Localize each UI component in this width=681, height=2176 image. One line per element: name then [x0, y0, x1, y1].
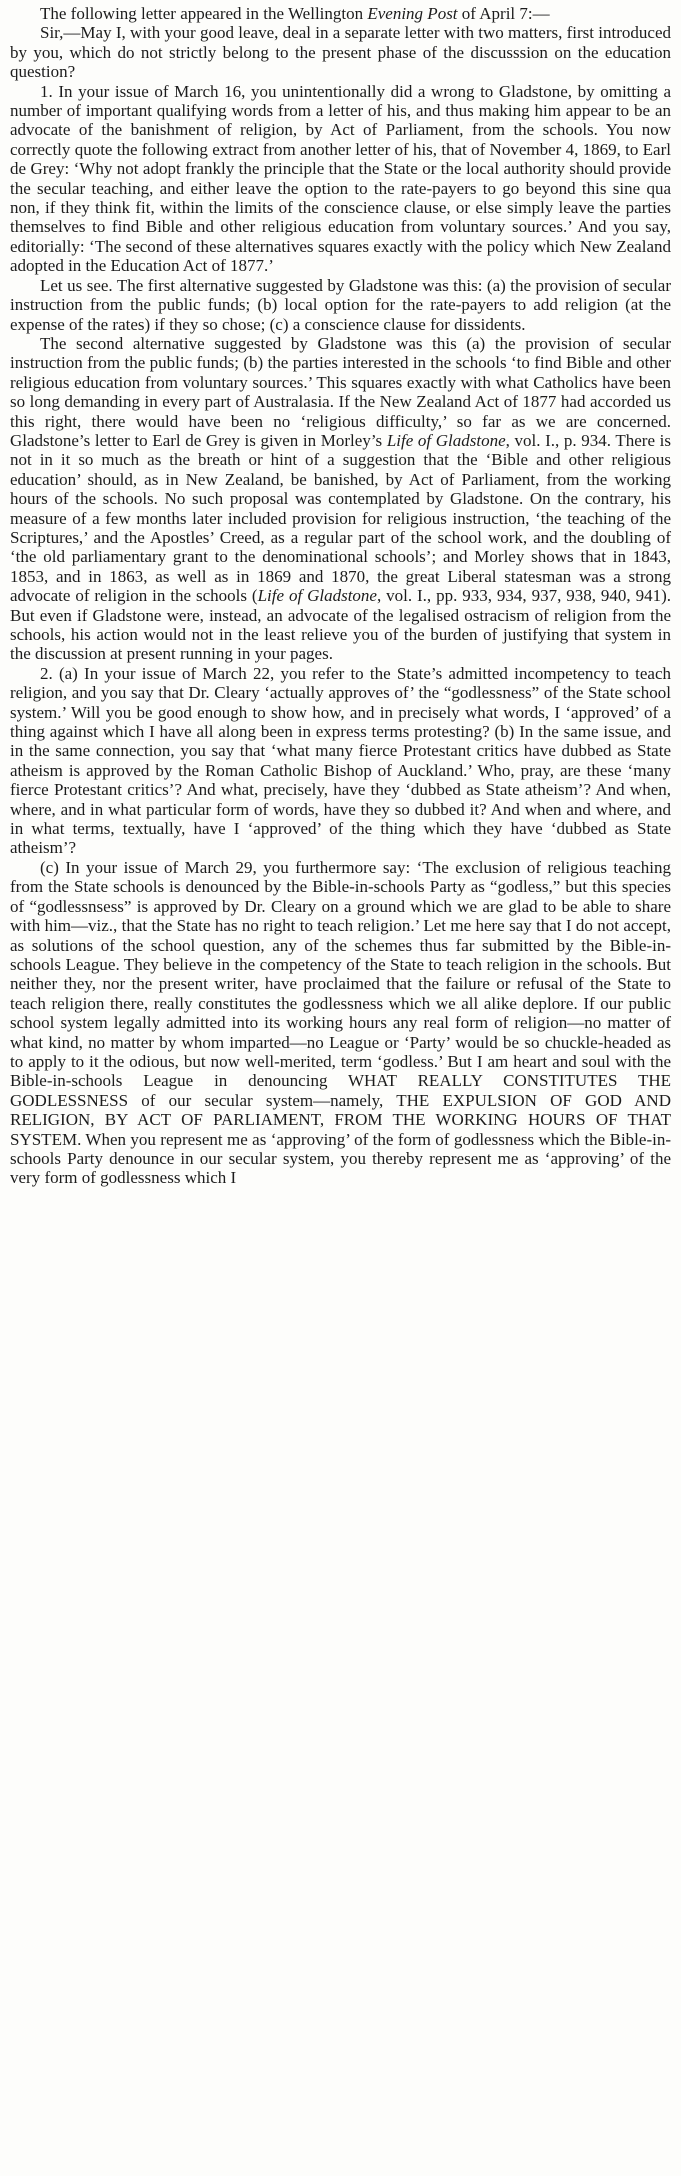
book-title: Life of Gladstone	[386, 430, 506, 450]
paragraph-text: , vol. I., p. 934. There is not in it so much as the breath or hint of a suggestion that the ‘Bible and other religious education’ should, as in New Zealand, be banished, by Act of Parliament, from the working hours of the schools. No such proposal was contemplated by Gladstone. On the contrary, his measure of a few months later included provision for religious instruction, ‘the teaching of the Scriptures,’ and the Apostles’ Creed, as a regular part of the school work, and the doubling of ‘the old parliamentary grant to the denominational schools’; and Morley shows that in 1843, 1853, and in 1863, as well as in 1869 and 1870, the great Liberal statesman was a strong advocate of religion in the schools (	[10, 430, 671, 606]
intro-text-after: of April 7:—	[457, 4, 550, 23]
newspaper-name: Evening Post	[367, 4, 458, 23]
paragraph-second-alternative	[10, 334, 671, 664]
paragraph-point-2c: (c) In your issue of March 29, you furthermore say: ‘The exclusion of religious teaching from the State schools is denounced by the Bible-in-schools Party as “godless,” but this species of “godlessnsess” is approved by Dr. Cleary on a ground which we are glad to be able to share with him—viz., that the State has no right to teach religion.’ Let me here say that I do not accept, as solutions of the school question, any of the schemes thus far submitted by the Bible-in-schools League. They believe in the competency of the State to teach religion in the schools. But neither they, nor the present writer, have proclaimed that the failure or refusal of the State to teach religion there, really constitutes the godlessness which we all alike deplore. If our public school system legally admitted into its working hours any real form of religion—no matter of what kind, no matter by whom imparted—no League or ‘Party’ would be so chuckle-headed as to apply to it the odious, but now well-merited, term ‘godless.’ But I am heart and soul with the Bible-in-schools League in denouncing WHAT REALLY CONSTITUTES THE GODLESSNESS of our secular system—namely, THE EXPULSION OF GOD AND RELIGION, BY ACT OF PARLIAMENT, FROM THE WORKING HOURS OF THAT SYSTEM. When you represent me as ‘approving’ of the form of godlessness which the Bible-in-schools Party denounce in our secular system, you thereby represent me as ‘approving’ of the very form of godlessness which I	[10, 857, 671, 1188]
paragraph-text: , vol. I., pp. 933, 934, 937, 938, 940, 941). But even if Gladstone were, instead, an advocate of the legalised ostracism of religion from the schools, his action would not in the least relieve you of the burden of justifying that system in the discussion at present running in your pages.	[10, 586, 671, 664]
book-title: Life of Gladstone	[257, 586, 377, 606]
paragraph-point-2: 2. (a) In your issue of March 22, you refer to the State’s admitted incompetency to teach religion, and you say that Dr. Cleary ‘actually approves of’ the “godlessness” of the State school system.’ Will you be good enough to show how, and in precisely what words, I ‘approved’ of a thing against which I have all along been in express terms protesting? (b) In the same issue, and in the same connection, you say that ‘what many fierce Protestant critics have dubbed as State atheism is approved by the Roman Catholic Bishop of Auckland.’ Who, pray, are these ‘many fierce Protestant critics’? And what, precisely, have they ‘dubbed as State atheism’? And when, where, and in what particular form of words, have they so dubbed it? And when and where, and in what terms, textually, have I ‘approved’ of the thing which they have ‘dubbed as State atheism’?	[10, 663, 671, 858]
intro-line	[10, 4, 671, 23]
intro-text-before: The following letter appeared in the Wellington	[40, 4, 368, 23]
paragraph-first-alternative: Let us see. The first alternative suggested by Gladstone was this: (a) the provision of secular instruction from the public funds; (b) local option for the rate-payers to add religion (at the expense of the rates) if they so chose; (c) a conscience clause for dissidents.	[10, 275, 671, 334]
paragraph-text: The second alternative suggested by Gladstone was this (a) the provision of secular instruction from the public funds; (b) the parties interested in the schools ‘to find Bible and other religious education from voluntary sources.’ This squares exactly with what Catholics have been so long demanding in every part of Australasia. If the New Zealand Act of 1877 had accorded us this right, there would have been no ‘religious difficulty,’ so far as we are concerned. Gladstone’s letter to Earl de Grey is given in Morley’s	[10, 333, 671, 450]
paragraph-point-1: 1. In your issue of March 16, you unintentionally did a wrong to Gladstone, by omitting a number of important qualifying words from a letter of his, and thus making him appear to be an advocate of the banishment of religion, by Act of Parliament, from the schools. You now correctly quote the following extract from another letter of his, that of November 4, 1869, to Earl de Grey: ‘Why not adopt frankly the principle that the State or the local authority should provide the secular teaching, and either leave the option to the rate-payers to go beyond this sine qua non, if they think fit, within the limits of the conscience clause, or else simply leave the parties themselves to find Bible and other religious education from voluntary sources.’ And you say, editorially: ‘The second of these alternatives squares exactly with the policy which New Zealand adopted in the Education Act of 1877.’	[10, 81, 671, 276]
paragraph-salutation: Sir,—May I, with your good leave, deal in a separate letter with two matters, first introduced by you, which do not strictly belong to the present phase of the discusssion on the education question?	[10, 23, 671, 82]
